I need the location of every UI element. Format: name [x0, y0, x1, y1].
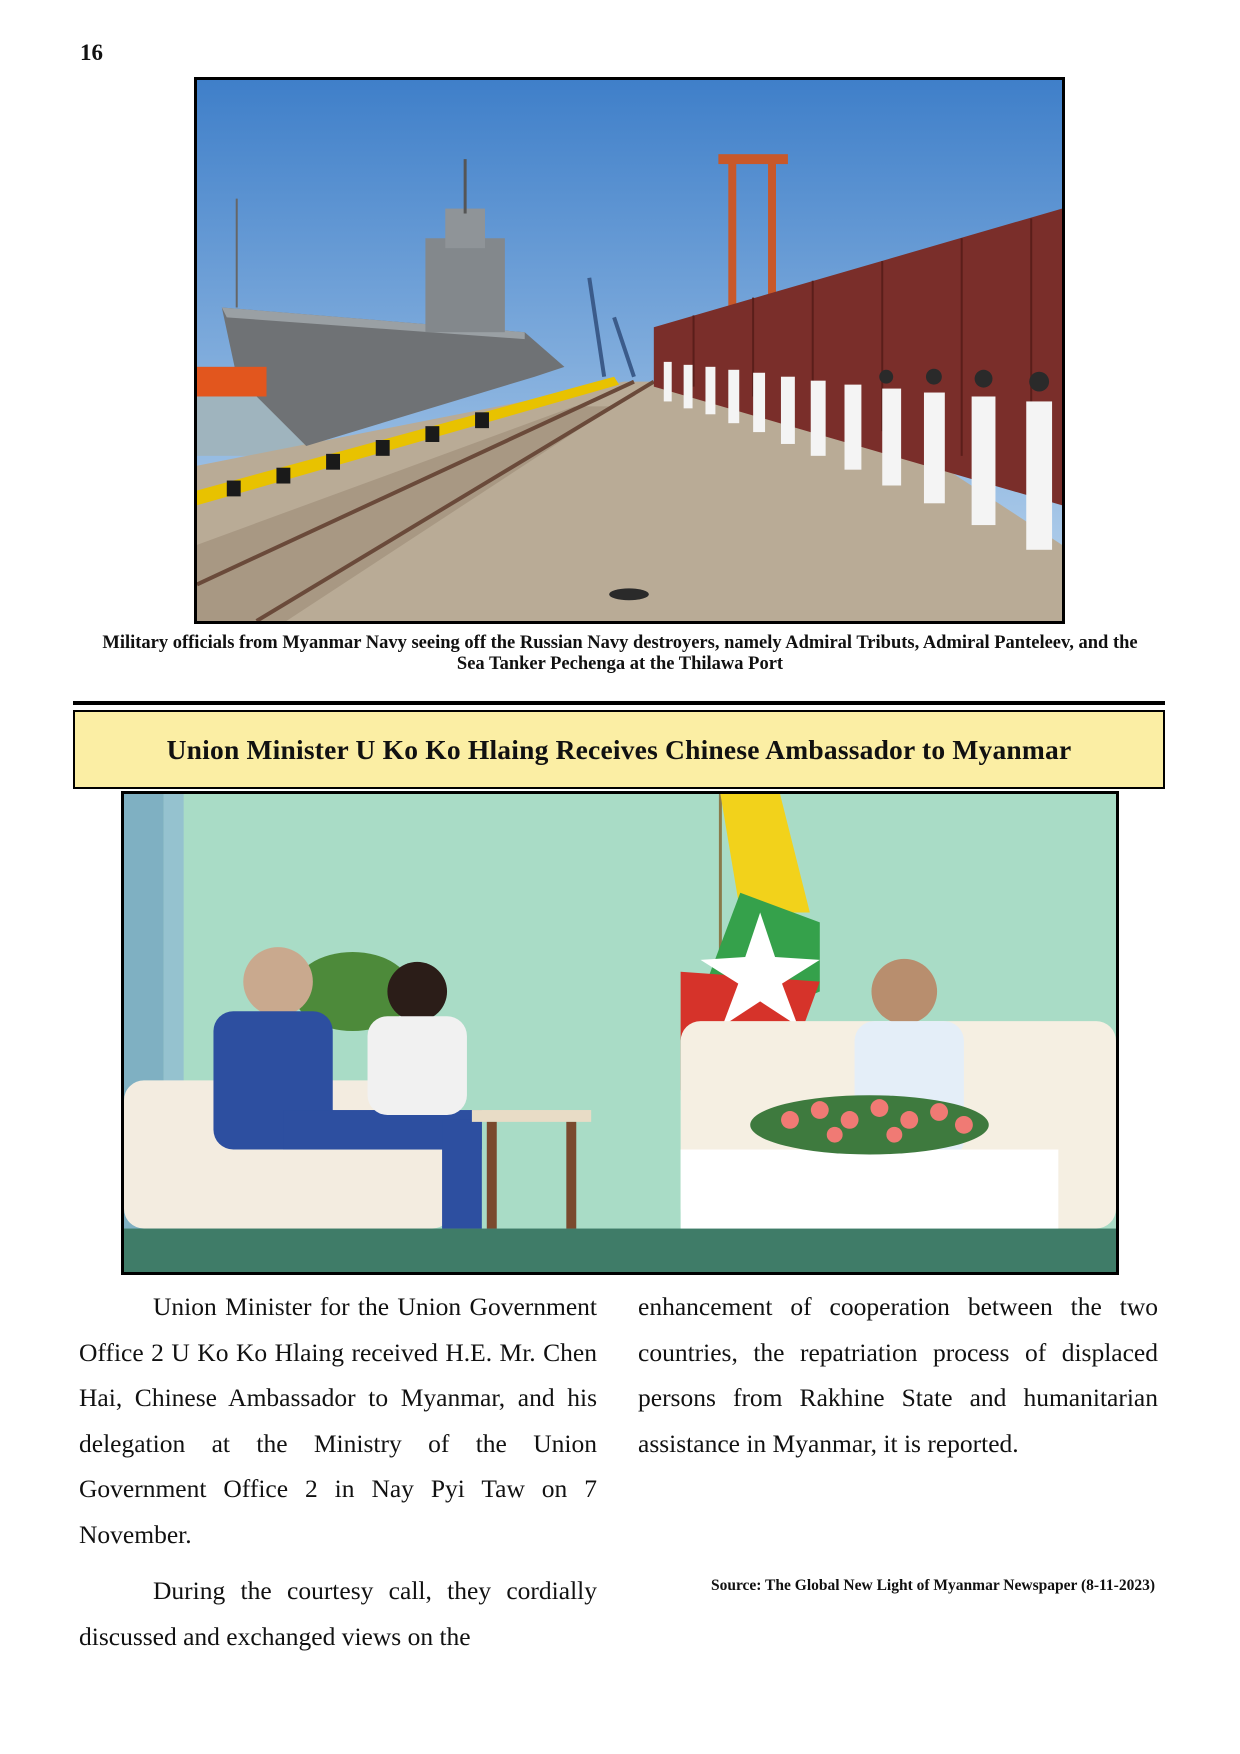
navy-port-illustration: [197, 80, 1062, 621]
article-column-right: [638, 1284, 1158, 1466]
article-source: Source: The Global New Light of Myanmar Newspaper (8-11-2023): [710, 1577, 1155, 1594]
article-column-left: [79, 1284, 597, 1659]
article-paragraph: Union Minister for the Union Government Office 2 U Ko Ko Hlaing received H.E. Mr. Chen Hai, Chinese Ambassador to Myanmar, and his delegation at the Ministry of the Union Government Office 2 in Nay Pyi Taw on 7 November.: [79, 1292, 597, 1549]
page-number: 16: [80, 40, 103, 65]
headline-banner: [73, 710, 1165, 789]
section-divider: [73, 701, 1165, 705]
meeting-illustration: [124, 794, 1116, 1272]
article-paragraph: During the courtesy call, they cordially discussed and exchanged views on the: [79, 1576, 597, 1651]
article-headline: Union Minister U Ko Ko Hlaing Receives Chinese Ambassador to Myanmar: [166, 733, 1072, 765]
top-photo-caption: Military officials from Myanmar Navy seeing off the Russian Navy destroyers, namely Admiral Tributs, Admiral Panteleev, and the Sea Tanker Pechenga at the Thilawa Port: [102, 633, 1138, 674]
article-paragraph: enhancement of cooperation between the two countries, the repatriation process of displaced persons from Rakhine State and humanitarian assistance in Myanmar, it is reported.: [638, 1292, 1158, 1458]
navy-port-photo: [194, 77, 1065, 624]
meeting-photo: [121, 791, 1119, 1275]
